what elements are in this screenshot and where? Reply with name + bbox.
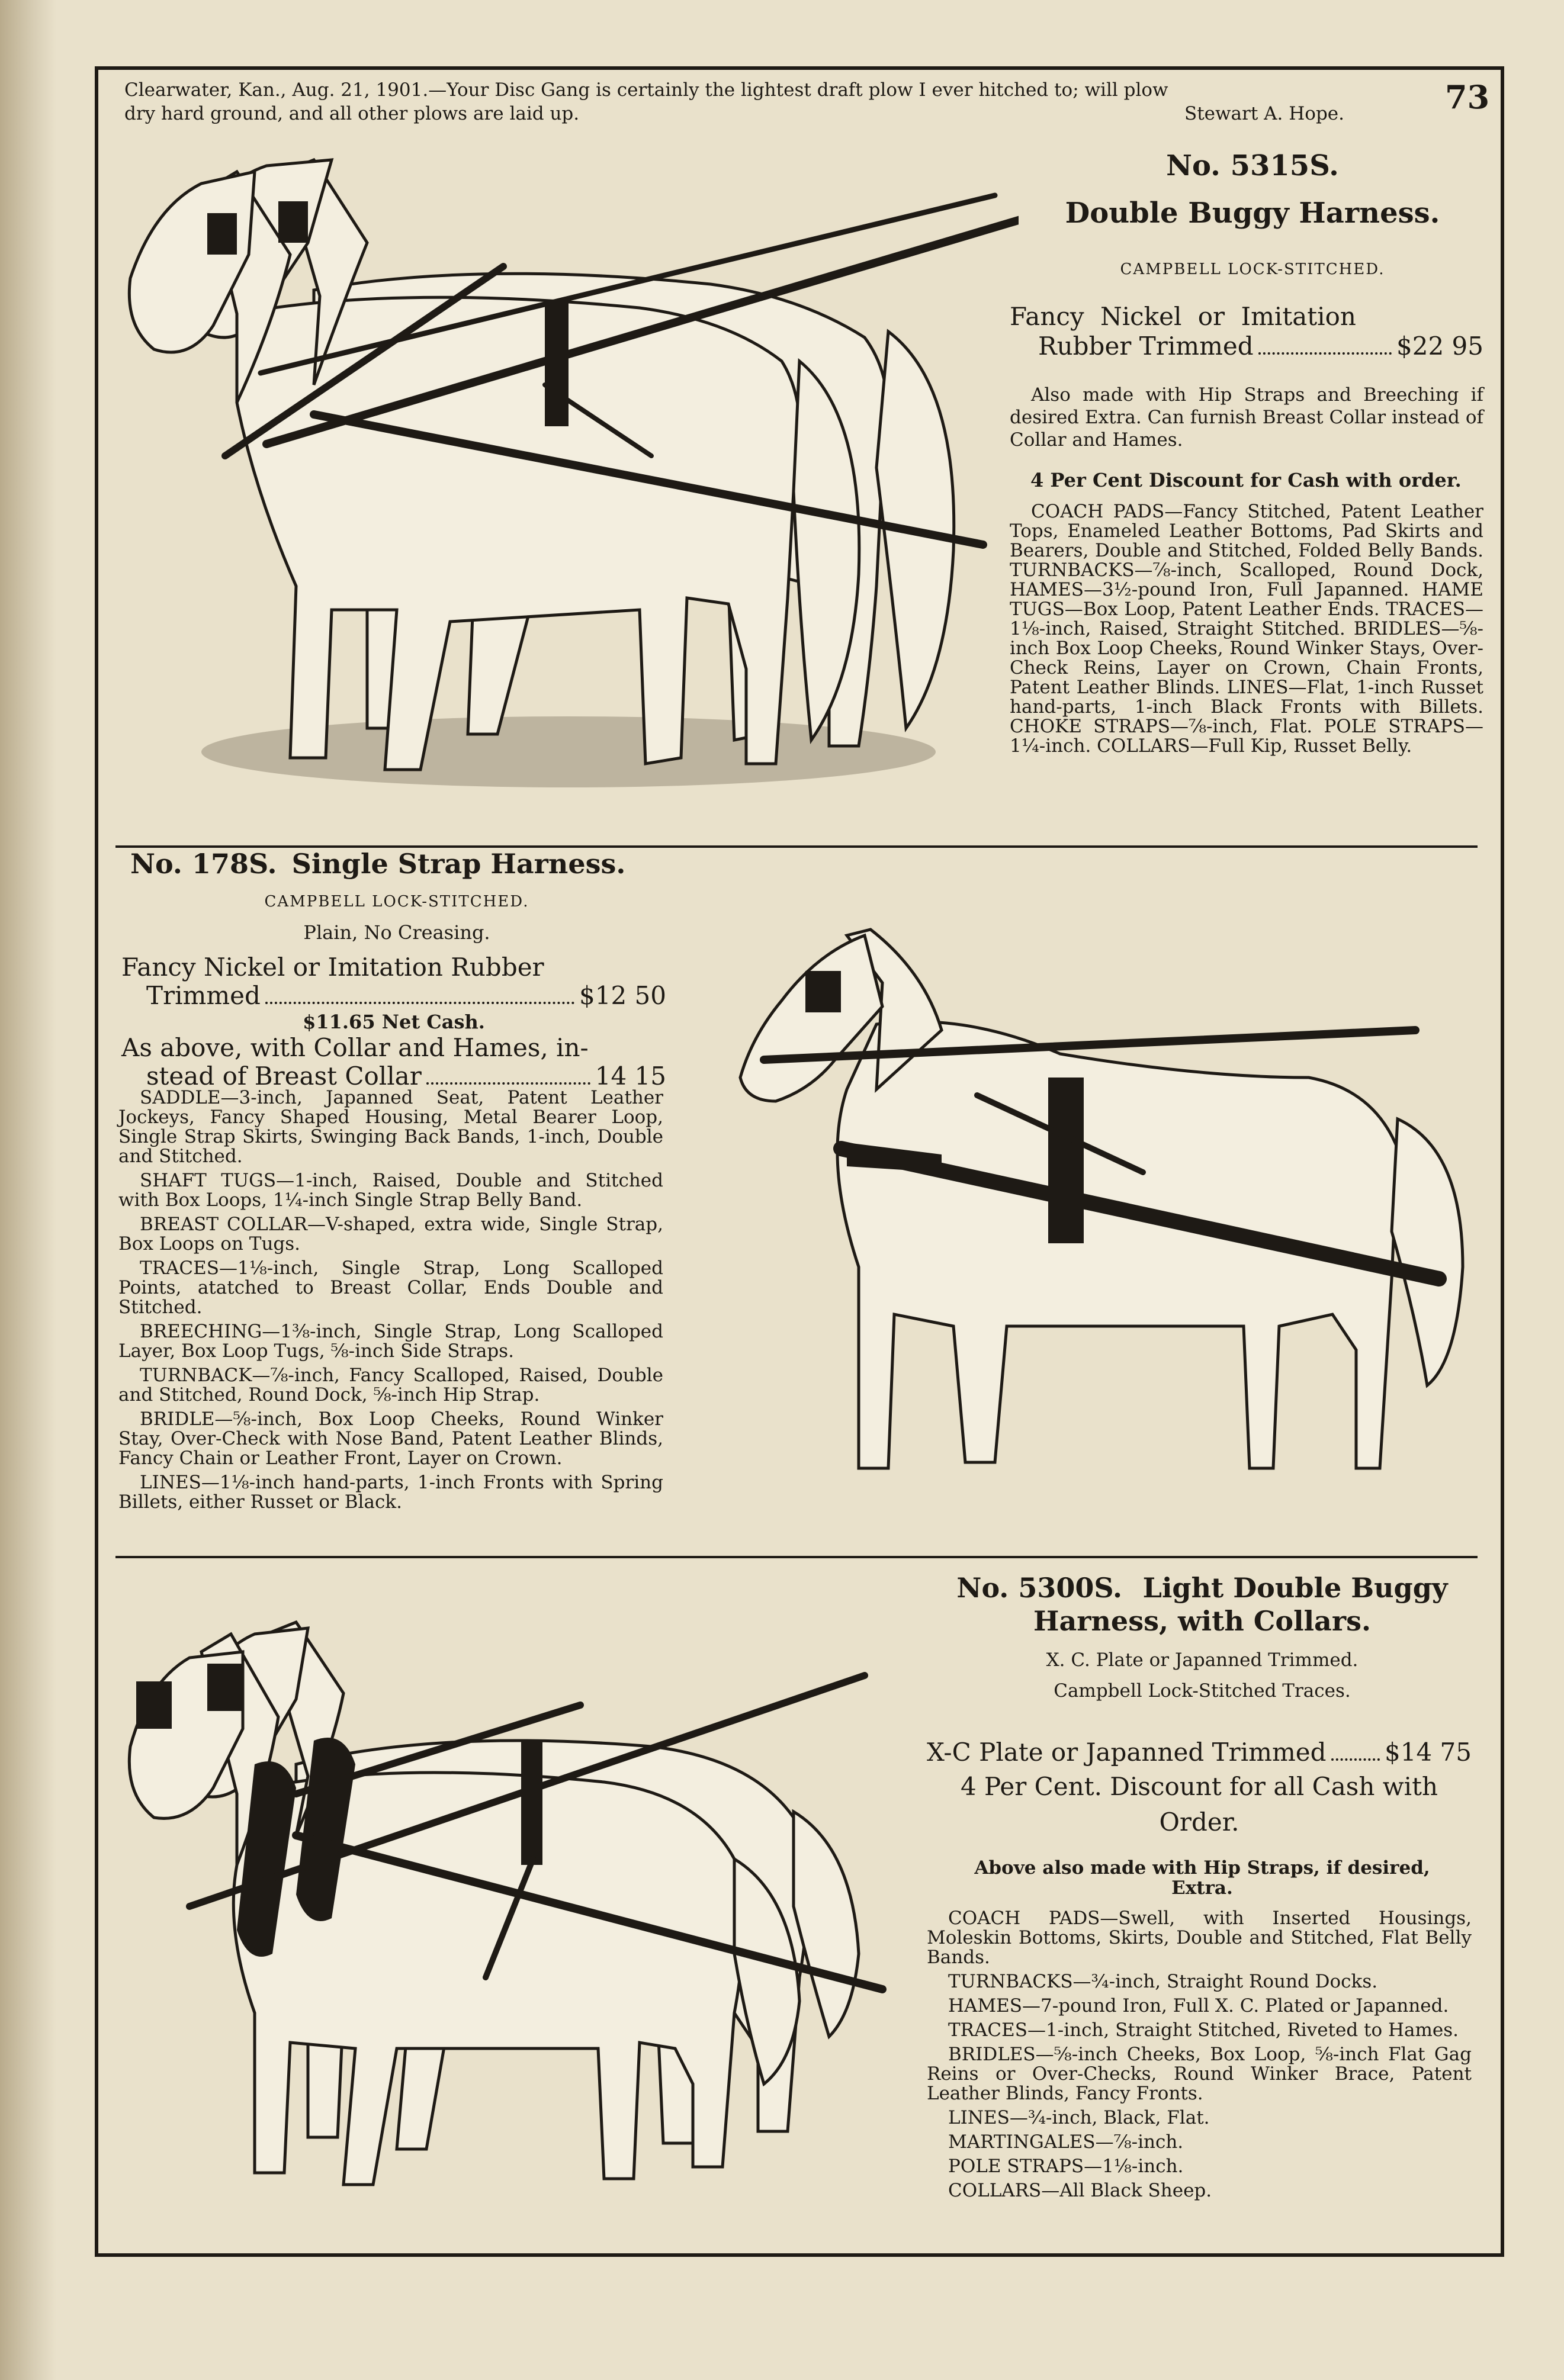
section3-paragraph: POLE STRAPS—1⅛-inch. (948, 2156, 1184, 2177)
section3-price-label: X-C Plate or Japanned Trimmed (927, 1738, 1327, 1767)
section1-note: Also made with Hip Straps and Breeching if desired Extra. Can furnish Breast Collar instead of Collar and Hames. (1010, 384, 1483, 451)
section2-number: No. 178S. (130, 848, 277, 880)
section1-discount: 4 Per Cent Discount for Cash with order. (1030, 469, 1462, 491)
leader-dots (1258, 352, 1392, 355)
section2-price1-label-line2: Trimmed (146, 981, 261, 1010)
section3-paragraph: TURNBACKS—¾-inch, Straight Round Docks. (948, 1971, 1378, 1992)
section3-discount-line1: 4 Per Cent. Discount for all Cash with (960, 1772, 1438, 1801)
section2-price2-label-line2: stead of Breast Collar (146, 1062, 422, 1091)
section3-paragraph: TRACES—1-inch, Straight Stitched, Riveted to Hames. (948, 2019, 1459, 2041)
section2-price2: 14 15 (595, 1062, 666, 1091)
section1-price-label-line1: Fancy Nickel or Imitation (1010, 302, 1356, 331)
section1-description (1010, 502, 1483, 761)
testimonial-line1: Clearwater, Kan., Aug. 21, 1901.—Your Disc Gang is certainly the lightest draft plow I ever hitched to; will plow (124, 79, 1168, 101)
section3-paragraph: COLLARS—All Black Sheep. (948, 2180, 1212, 2201)
section2-header (130, 848, 675, 880)
light-double-buggy-harness-illustration (118, 1599, 924, 2214)
horse-tail (1392, 1119, 1463, 1385)
section3-note: Above also made with Hip Straps, if desired, Extra. (974, 1857, 1430, 1899)
section3-subtitle: X. C. Plate or Japanned Trimmed. (1046, 1649, 1359, 1671)
section3-title-line2: Harness, with Collars. (1033, 1605, 1371, 1637)
testimonial (124, 78, 1356, 126)
section1-price-block (1010, 302, 1483, 361)
back-horse-tail (794, 1812, 859, 2037)
section3-discount-line2: Order. (1159, 1807, 1239, 1837)
section1-title: Double Buggy Harness. (1065, 197, 1440, 230)
section2-price2-label-line1: As above, with Collar and Hames, in- (121, 1033, 589, 1062)
blinder (136, 1681, 172, 1729)
section2-net-cash: $11.65 Net Cash. (303, 1011, 485, 1033)
blinder (207, 1664, 243, 1711)
section2-paragraph: BREECHING—1⅜-inch, Single Strap, Long Scalloped Layer, Box Loop Tugs, ⅝-inch Side Straps. (118, 1321, 663, 1362)
section2-paragraph: SADDLE—3-inch, Japanned Seat, Patent Leather Jockeys, Fancy Shaped Housing, Metal Bearer Loop, Single Strap Skirts, Swinging Back Bands, 1-inch, Double and Stitched. (118, 1087, 663, 1167)
section2-paragraph: BRIDLE—⅝-inch, Box Loop Cheeks, Round Winker Stay, Over-Check with Nose Band, Patent Leather Blinds, Fancy Chain or Leather Front, Layer on Crown. (118, 1408, 663, 1469)
section2-price1: $12 50 (579, 981, 666, 1010)
testimonial-author: Stewart A. Hope. (1184, 103, 1344, 124)
section3-description (927, 1909, 1472, 2205)
section3-paragraph: LINES—¾-inch, Black, Flat. (948, 2107, 1210, 2128)
double-buggy-harness-illustration (118, 136, 1019, 805)
section3-paragraph: MARTINGALES—⅞-inch. (948, 2131, 1184, 2153)
blinder (278, 201, 308, 243)
section2-subtitle: CAMPBELL LOCK-STITCHED. (264, 893, 529, 911)
coach-pad (545, 302, 569, 426)
section2-subtitle2: Plain, No Creasing. (303, 921, 490, 944)
section2-paragraph: LINES—1⅛-inch hand-parts, 1-inch Fronts with Spring Billets, either Russet or Black. (118, 1472, 663, 1513)
leader-dots (1331, 1758, 1380, 1761)
leader-dots (265, 1002, 574, 1004)
saddle (1048, 1078, 1084, 1243)
section1-price-label-line2: Rubber Trimmed (1038, 332, 1254, 361)
section3-price: $14 75 (1385, 1738, 1472, 1767)
section3-subtitle2: Campbell Lock-Stitched Traces. (1054, 1680, 1351, 1702)
leader-dots (426, 1082, 590, 1085)
section1-price: $22 95 (1396, 332, 1483, 361)
shaft (764, 1030, 1415, 1060)
single-strap-harness-illustration (728, 900, 1475, 1492)
book-gutter (0, 0, 56, 2380)
section1-number: No. 5315S. (1166, 149, 1339, 182)
section3-number: No. 5300S. (956, 1572, 1122, 1604)
section1-subtitle: CAMPBELL LOCK-STITCHED. (1120, 260, 1385, 278)
page-number: 73 (1445, 78, 1490, 116)
section3-paragraph: COACH PADS—Swell, with Inserted Housings, Moleskin Bottoms, Skirts, Double and Stitched, Flat Belly Bands. (927, 1908, 1472, 1968)
coach-pad (521, 1741, 542, 1865)
section1-description-text: COACH PADS—Fancy Stitched, Patent Leather Tops, Enameled Leather Bottoms, Pad Skirts and Bearers, Double and Stitched, Folded Belly Bands. TURNBACKS—⅞-inch, Scalloped, Round Dock, HAMES—3½-pound Iron, Full Japanned. HAME TUGS—Box Loop, Patent Leather Ends. TRACES—1⅛-inch, Raised, Straight Stitched. BRIDLES—⅝-inch Box Loop Cheeks, Round Winker Stays, Over-Check Reins, Layer on Crown, Chain Fronts, Patent Leather Blinds. LINES—Flat, 1-inch Russet hand-parts, 1-inch Black Fronts with Billets. CHOKE STRAPS—⅞-inch, Flat. POLE STRAPS—1¼-inch. COLLARS—Full Kip, Russet Belly. (1010, 501, 1483, 757)
section2-price-block (121, 953, 666, 1091)
section2-description (118, 1088, 663, 1517)
blinder (207, 213, 237, 255)
section2-paragraph: TRACES—1⅛-inch, Single Strap, Long Scalloped Points, atatched to Breast Collar, Ends Double and Stitched. (118, 1257, 663, 1318)
section3-paragraph: BRIDLES—⅝-inch Cheeks, Box Loop, ⅝-inch Flat Gag Reins or Over-Checks, Round Winker Brace, Patent Leather Blinds, Fancy Fronts. (927, 2044, 1472, 2104)
section2-title: Single Strap Harness. (291, 848, 626, 880)
section2-price1-label-line1: Fancy Nickel or Imitation Rubber (121, 953, 544, 982)
section3-title-line1: Light Double Buggy (1142, 1572, 1448, 1604)
blinder (805, 971, 841, 1012)
section2-paragraph: BREAST COLLAR—V-shaped, extra wide, Single Strap, Box Loops on Tugs. (118, 1214, 663, 1255)
section3-price-block (927, 1736, 1472, 1840)
section2-paragraph: TURNBACK—⅞-inch, Fancy Scalloped, Raised, Double and Stitched, Round Dock, ⅝-inch Hip Strap. (118, 1365, 663, 1406)
divider (115, 1556, 1478, 1558)
section3-header (924, 1571, 1480, 1706)
section2-paragraph: SHAFT TUGS—1-inch, Raised, Double and Stitched with Box Loops, 1¼-inch Single Strap Belly Band. (118, 1170, 663, 1211)
testimonial-line2: dry hard ground, and all other plows are laid up. (124, 103, 580, 124)
section3-paragraph: HAMES—7-pound Iron, Full X. C. Plated or Japanned. (948, 1995, 1449, 2016)
